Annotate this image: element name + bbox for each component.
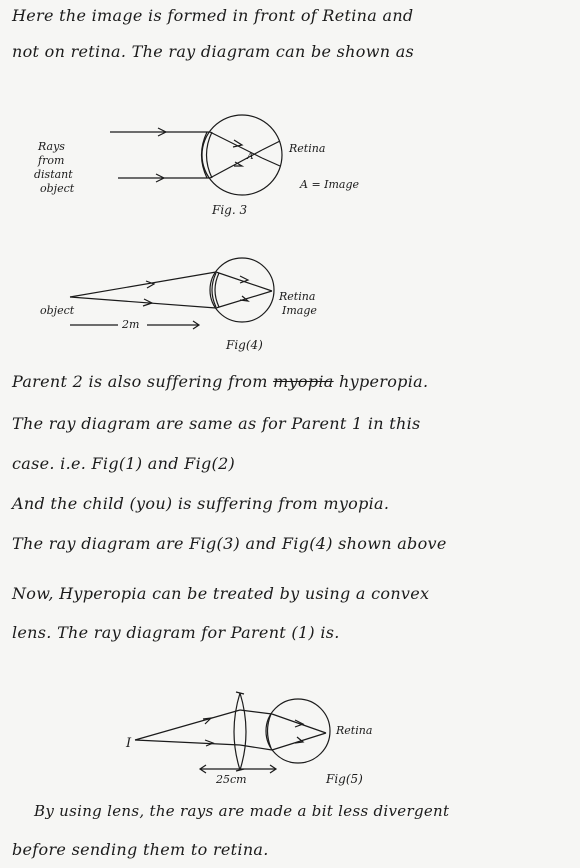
fig5-caption: Fig(5) [326, 772, 363, 786]
fig5-distance-label: 25cm [216, 773, 247, 786]
fig3-point-a: A [247, 152, 254, 162]
fig4-image-label: Image [282, 304, 317, 317]
text-line-4: The ray diagram are same as for Parent 1 in this [12, 414, 421, 433]
text-line-11: before sending them to retina. [12, 840, 269, 859]
text-line-7: The ray diagram are Fig(3) and Fig(4) shown above [12, 534, 447, 553]
fig4-distance-label: 2m [122, 318, 140, 331]
fig3-note: A = Image [300, 178, 360, 191]
fig4-object-label: object [40, 304, 75, 317]
text-line-6: And the child (you) is suffering from myopia. [12, 494, 390, 513]
text-line-8: Now, Hyperopia can be treated by using a convex [12, 584, 430, 603]
fig3-caption: Fig. 3 [212, 203, 248, 217]
fig4-retina-label: Retina [279, 290, 316, 303]
text-line-9: lens. The ray diagram for Parent (1) is. [12, 623, 340, 642]
text-line-2: not on retina. The ray diagram can be shown as [12, 42, 415, 61]
text-line-3-struck: myopia [273, 372, 334, 391]
fig4-caption: Fig(4) [226, 338, 263, 352]
fig3-retina-label: Retina [289, 142, 326, 155]
fig3-rays-label-1: Rays [38, 140, 65, 153]
text-line-3-suffix: hyperopia. [339, 372, 429, 391]
fig5-object-label: I [126, 736, 132, 751]
fig5-retina-label: Retina [336, 724, 373, 737]
fig3-rays-label-2: from [38, 154, 65, 167]
fig3-rays-label-4: object [40, 182, 75, 195]
text-line-1: Here the image is formed in front of Retina and [12, 6, 414, 25]
fig3-rays-label-3: distant [34, 168, 73, 181]
text-line-10: By using lens, the rays are made a bit less divergent [34, 802, 450, 820]
text-line-3-prefix: Parent 2 is also suffering from [12, 372, 268, 391]
text-line-5: case. i.e. Fig(1) and Fig(2) [12, 454, 236, 473]
